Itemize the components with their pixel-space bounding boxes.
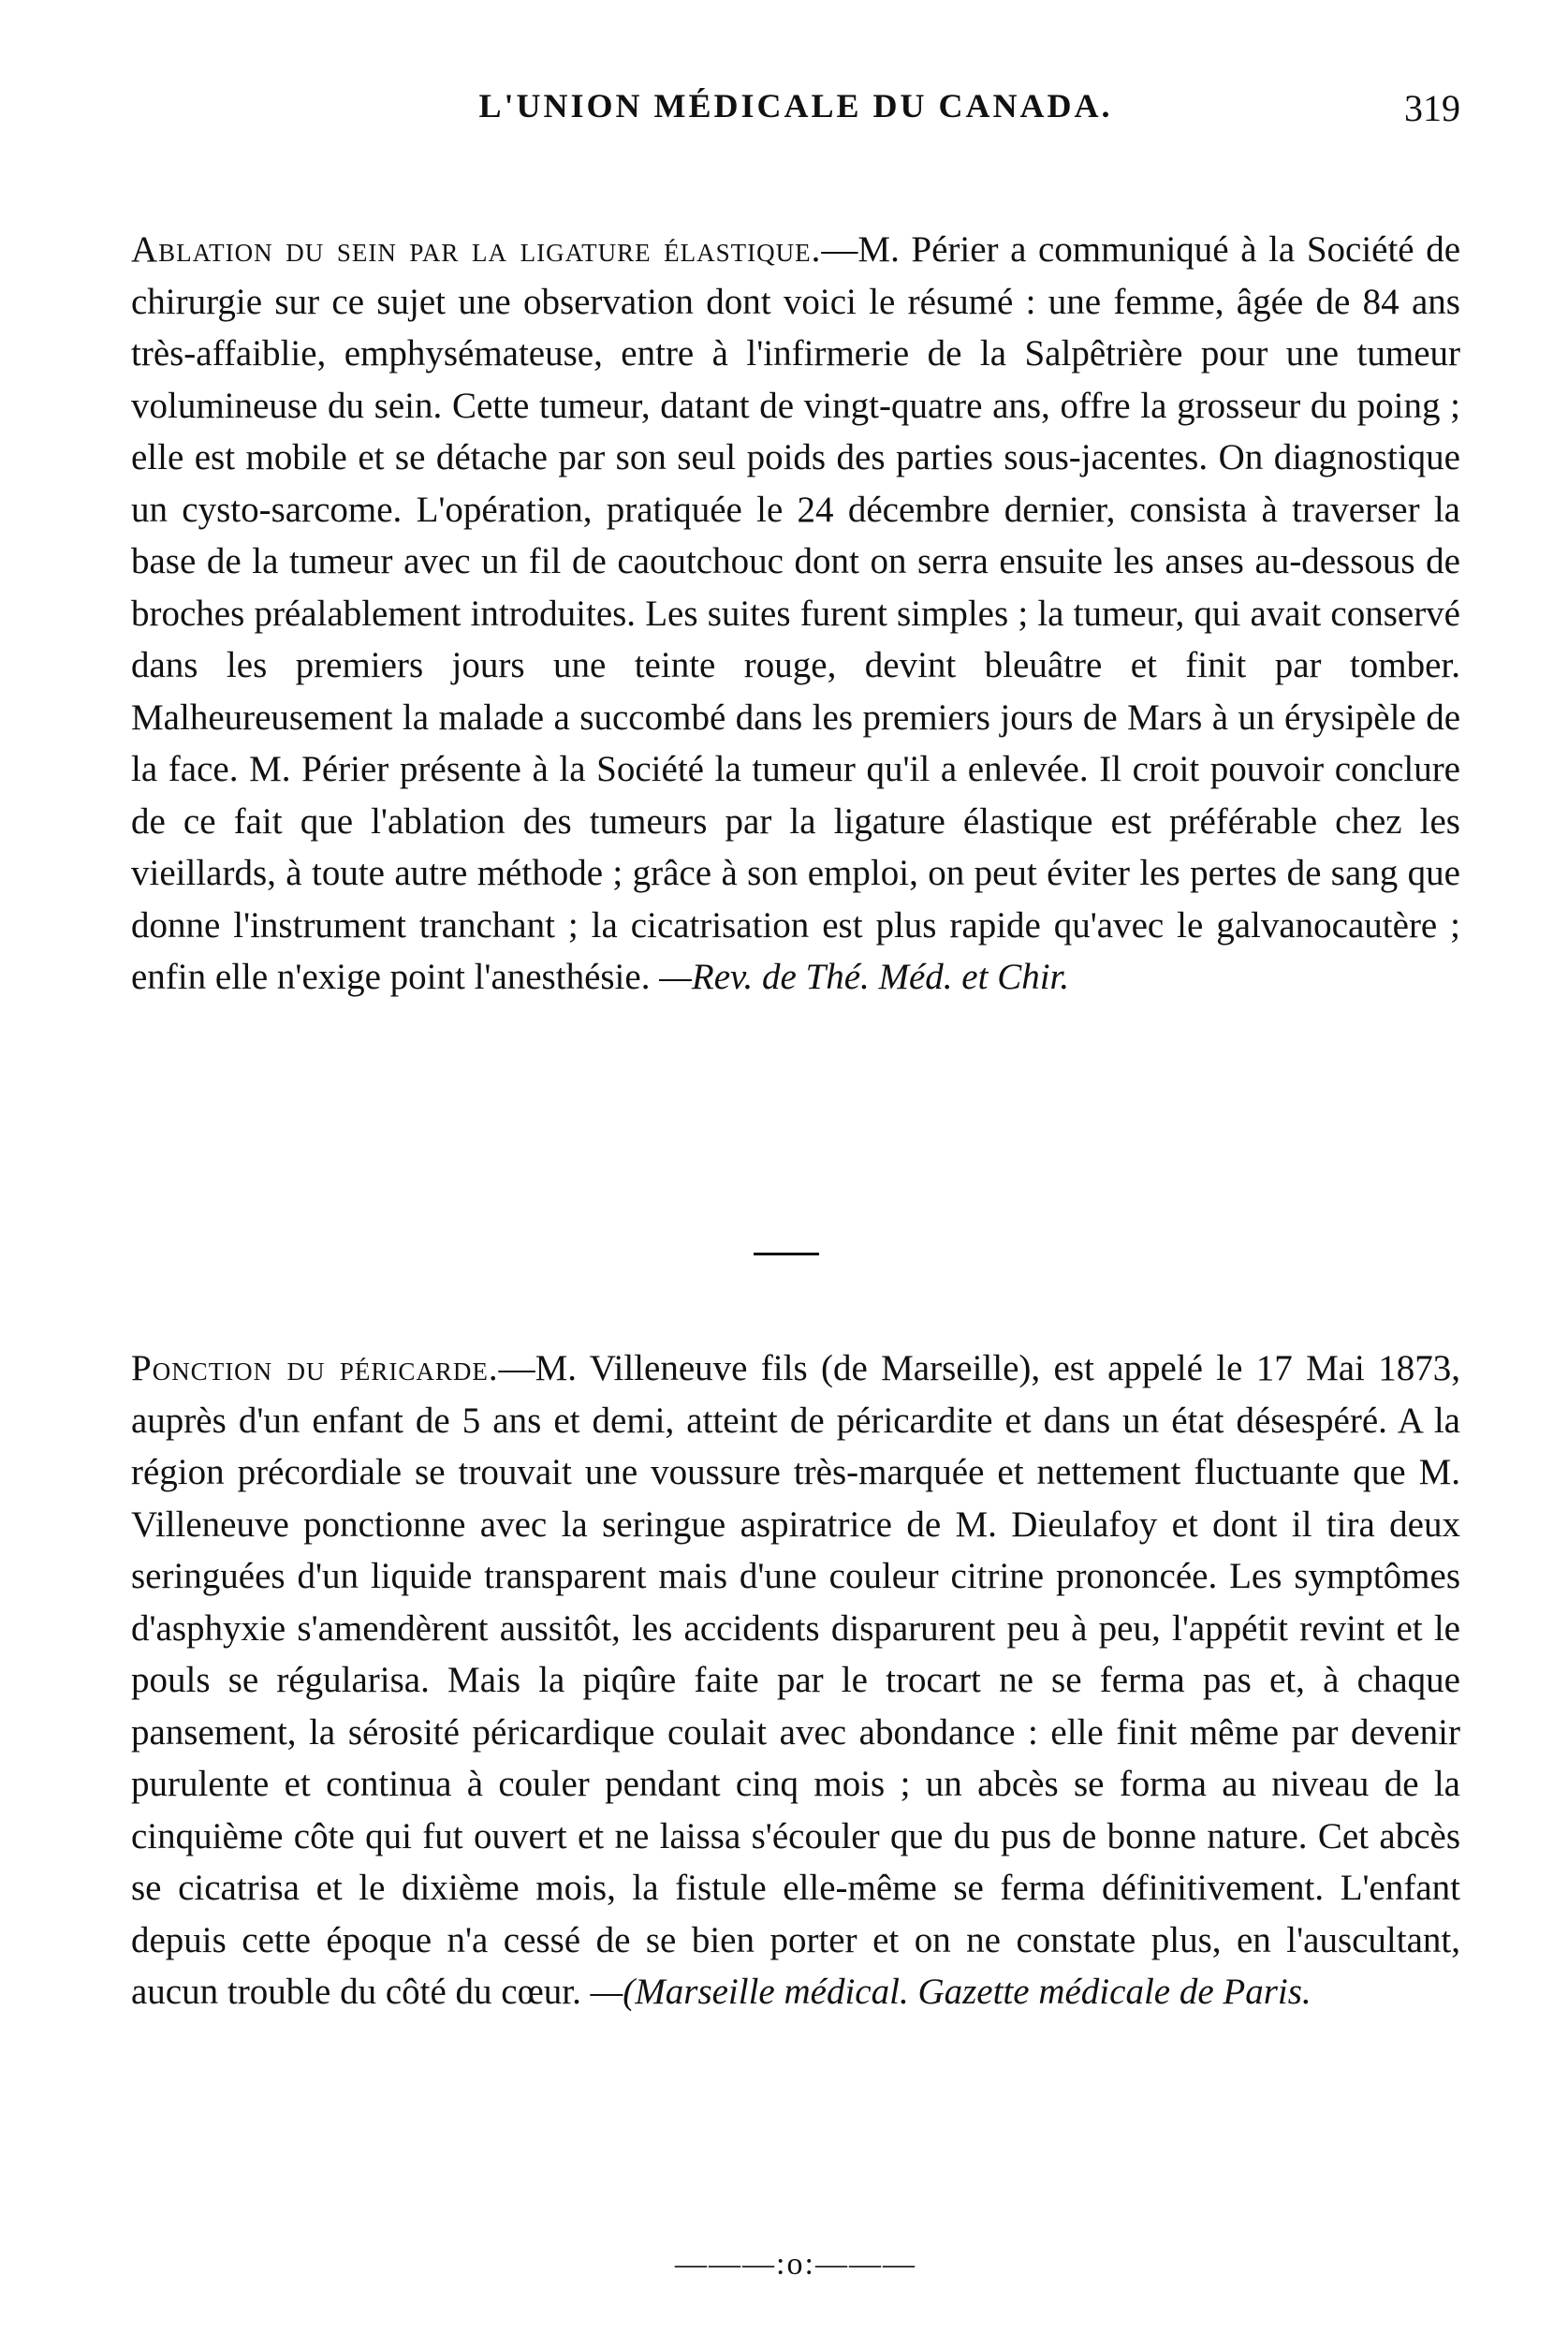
page-number: 319	[1404, 87, 1460, 129]
section-divider	[754, 1253, 819, 1255]
journal-page	[131, 0, 1460, 2347]
running-header	[131, 86, 1460, 142]
article-source: —Rev. de Thé. Méd. et Chir.	[659, 957, 1070, 997]
article-ablation-du-sein	[131, 224, 1460, 1004]
article-body: —M. Périer a communiqué à la Société de chirurgie sur ce sujet une observation dont voici le résumé : une femme, âgée de 84 ans très-affaiblie, emphysémateuse, entre à l'infirmerie de la Salpêtrière pour une tumeur volumineuse du sein. Cette tumeur, datant de vingt-quatre ans, offre la grosseur du poing ; elle est mobile et se détache par son seul poids des parties sous-jacentes. On diagnostique un cysto-sarcome. L'opération, pratiquée le 24 décembre dernier, consista à traverser la base de la tumeur avec un fil de caoutchouc dont on serra ensuite les anses au-dessous de broches préalablement introduites. Les suites furent simples ; la tumeur, qui avait conservé dans les premiers jours une teinte rouge, devint bleuâtre et finit par tomber. Malheureusement la malade a succombé dans les premiers jours de Mars à un érysipèle de la face. M. Périer présente à la Société la tumeur qu'il a enlevée. Il croit pouvoir conclure de ce fait que l'ablation des tumeurs par la ligature élastique est préférable chez les vieillards, à toute autre méthode ; grâce à son emploi, on peut éviter les pertes de sang que donne l'instrument tranchant ; la cicatrisation est plus rapide qu'avec le galvanocautère ; enfin elle n'exige point l'anesthésie.	[131, 229, 1461, 997]
end-ornament: ———:o:———	[675, 2247, 916, 2281]
article-ponction-du-pericarde	[131, 1342, 1460, 2018]
running-title: L'UNION MÉDICALE DU CANADA.	[478, 87, 1113, 125]
article-source: —(Marseille médical. Gazette médicale de Paris.	[590, 1972, 1312, 2012]
article-headline: Ablation du sein par la ligature élastique.	[131, 229, 822, 270]
article-body: —M. Villeneuve fils (de Marseille), est appelé le 17 Mai 1873, auprès d'un enfant de 5 ans et demi, atteint de péricardite et dans un état désespéré. A la région précordiale se trouvait une voussure très-marquée et nettement fluctuante que M. Villeneuve ponctionne avec la seringue aspiratrice de M. Dieulafoy et dont il tira deux seringuées d'un liquide transparent mais d'une couleur citrine prononcée. Les symptômes d'asphyxie s'amendèrent aussitôt, les accidents disparurent peu à peu, l'appétit revint et le pouls se régularisa. Mais la piqûre faite par le trocart ne se ferma pas et, à chaque pansement, la sérosité péricardique coulait avec abondance : elle finit même par devenir purulente et continua à couler pendant cinq mois ; un abcès se forma au niveau de la cinquième côte qui fut ouvert et ne laissa s'écouler que du pus de bonne nature. Cet abcès se cicatrisa et le dixième mois, la fistule elle-même se ferma définitivement. L'enfant depuis cette époque n'a cessé de se bien porter et on ne constate plus, en l'auscultant, aucun trouble du côté du cœur.	[131, 1348, 1460, 2012]
article-headline: Ponction du péricarde.	[131, 1348, 499, 1388]
